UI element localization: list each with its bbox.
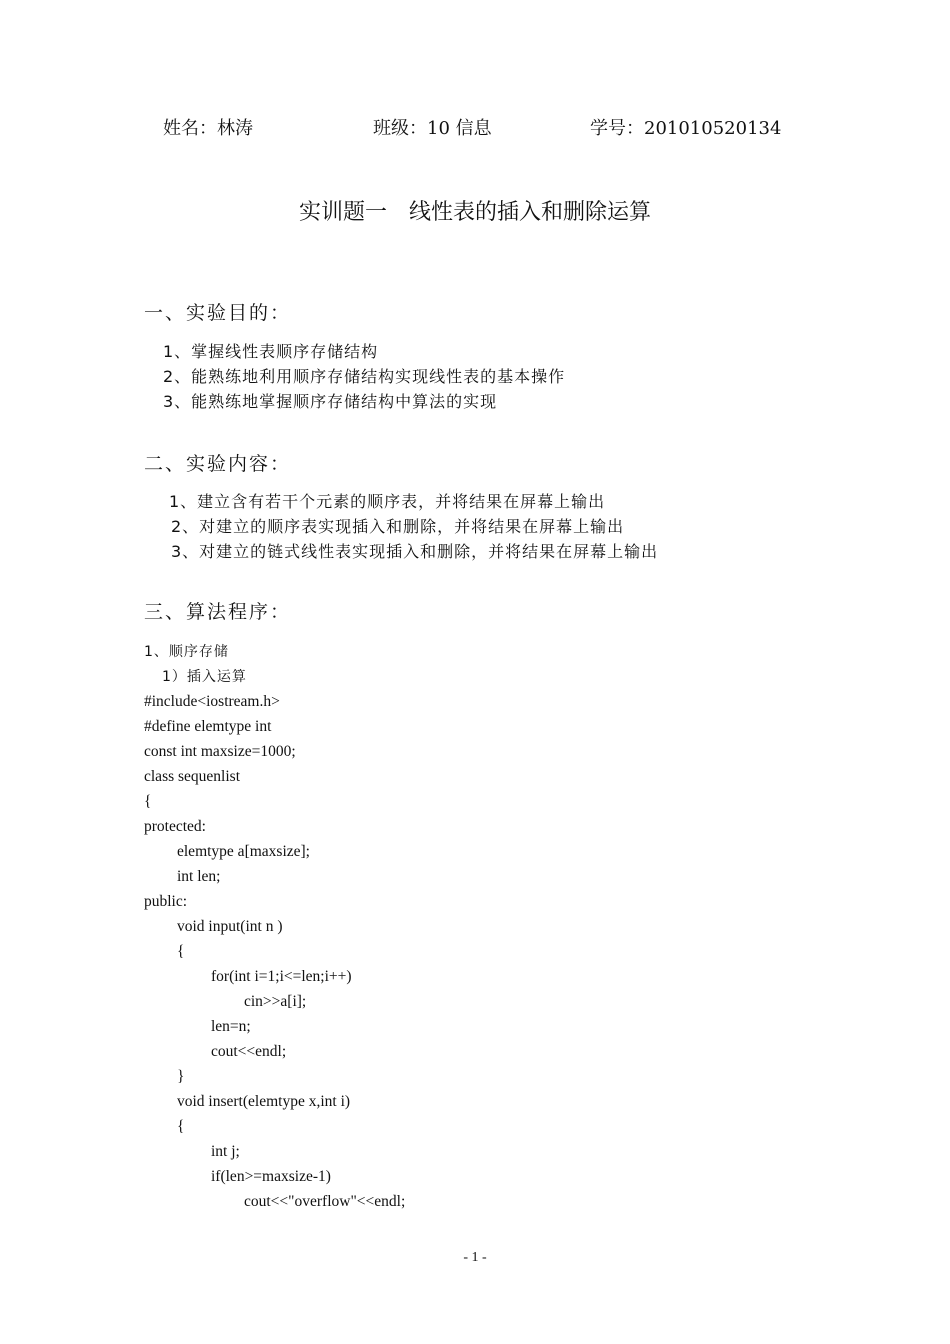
content-item: 2、对建立的顺序表实现插入和删除，并将结果在屏幕上输出	[171, 517, 625, 536]
student-name: 姓名：林涛	[163, 118, 253, 139]
code-line: #include<iostream.h>	[144, 693, 280, 710]
page-number: - 1 -	[463, 1250, 487, 1265]
code-listing	[144, 689, 405, 1214]
student-class: 班级：10 信息	[373, 118, 492, 139]
code-line: int len;	[177, 868, 221, 885]
code-line: }	[177, 1068, 185, 1085]
section-heading-content: 二、实验内容：	[144, 453, 292, 475]
objective-item: 2、能熟练地利用顺序存储结构实现线性表的基本操作	[163, 367, 566, 386]
code-line: cout<<endl;	[211, 1043, 287, 1060]
content-item: 3、对建立的链式线性表实现插入和删除，并将结果在屏幕上输出	[171, 542, 659, 561]
code-line: void insert(elemtype x,int i)	[177, 1093, 351, 1110]
code-line: void input(int n )	[177, 918, 283, 935]
code-line: elemtype a[maxsize];	[177, 843, 310, 860]
code-line: {	[144, 793, 152, 810]
content-item: 1、建立含有若干个元素的顺序表，并将结果在屏幕上输出	[169, 492, 606, 511]
algorithm-sub-sub-heading: 1）插入运算	[162, 669, 247, 685]
code-line: public:	[144, 893, 188, 910]
code-line: if(len>=maxsize-1)	[211, 1168, 331, 1185]
code-line: const int maxsize=1000;	[144, 743, 296, 760]
code-line: #define elemtype int	[144, 718, 272, 735]
code-line: class sequenlist	[144, 768, 240, 785]
code-line: int j;	[211, 1143, 240, 1160]
code-line: len=n;	[211, 1018, 251, 1035]
code-line: cout<<"overflow"<<endl;	[244, 1193, 406, 1210]
section-heading-objectives: 一、实验目的：	[144, 302, 292, 324]
algorithm-sub-heading: 1、顺序存储	[144, 644, 229, 660]
code-line: protected:	[144, 818, 206, 835]
code-line: for(int i=1;i<=len;i++)	[211, 968, 352, 985]
student-id: 学号：201010520134	[590, 118, 782, 139]
code-line: cin>>a[i];	[244, 993, 307, 1010]
document-title: 实训题一 线性表的插入和删除运算	[298, 200, 651, 225]
section-heading-algorithm: 三、算法程序：	[144, 601, 292, 623]
objective-item: 3、能熟练地掌握顺序存储结构中算法的实现	[163, 392, 498, 411]
code-line: {	[177, 943, 185, 960]
objective-item: 1、掌握线性表顺序存储结构	[163, 342, 379, 361]
code-line: {	[177, 1118, 185, 1135]
